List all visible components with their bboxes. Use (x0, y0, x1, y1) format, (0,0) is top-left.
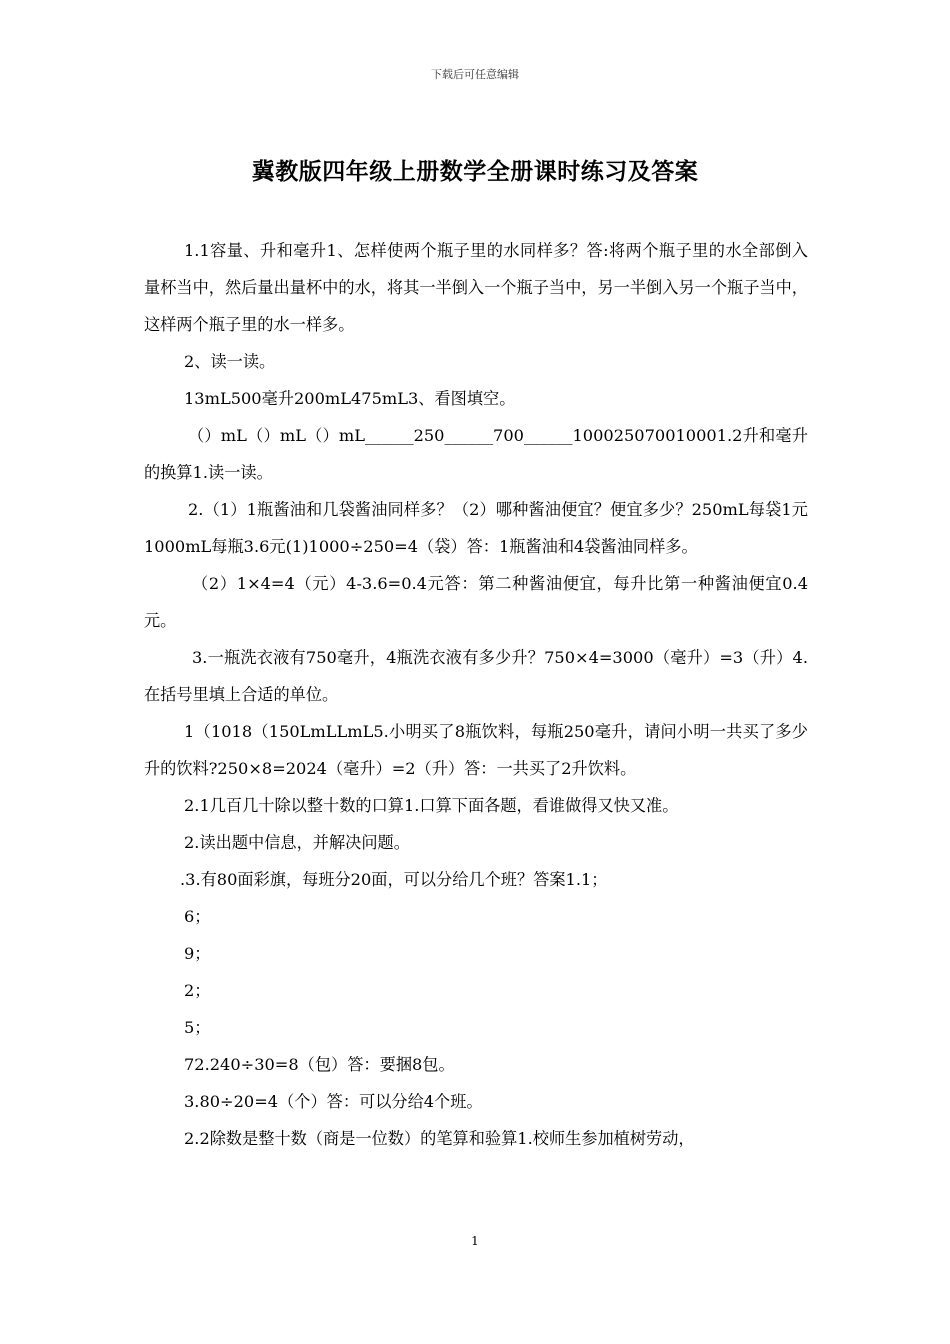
paragraph: （）mL（）mL（）mL______250______700______100025070010001.2升和毫升的换算1.读一读。 (144, 426, 808, 482)
header-note: 下载后可任意编辑 (431, 68, 519, 81)
paragraph: 2.读出题中信息，并解决问题。 (184, 833, 410, 852)
paragraph: .3.有80面彩旗，每班分20面，可以分给几个班？答案1.1； (180, 870, 608, 889)
paragraph: 1（1018（150LmLLmL5.小明买了8瓶饮料，每瓶250毫升，请问小明一共买了多少升的饮料?250×8=2024（毫升）=2（升）答：一共买了2升饮料。 (144, 722, 808, 778)
paragraph: 3.80÷20=4（个）答：可以分给4个班。 (184, 1092, 483, 1111)
paragraph: （2）1×4=4（元）4-3.6=0.4元答：第二种酱油便宜，每升比第一种酱油便宜0.4元。 (144, 574, 808, 630)
paragraph: 5； (184, 1018, 211, 1037)
paragraph: 1.1容量、升和毫升1、怎样使两个瓶子里的水同样多？答:将两个瓶子里的水全部倒入量杯当中，然后量出量杯中的水，将其一半倒入一个瓶子当中，另一半倒入另一个瓶子当中，这样两个瓶子里的水一样多。 (144, 241, 808, 334)
paragraph: 6； (184, 907, 211, 926)
paragraph: 2.（1）1瓶酱油和几袋酱油同样多？（2）哪种酱油便宜？便宜多少？250mL每袋1元1000mL每瓶3.6元(1)1000÷250=4（袋）答：1瓶酱油和4袋酱油同样多。 (144, 500, 808, 556)
page-number: 1 (471, 1234, 479, 1248)
paragraph: 2.2除数是整十数（商是一位数）的笔算和验算1.校师生参加植树劳动， (184, 1129, 695, 1148)
paragraph: 2、读一读。 (184, 352, 276, 371)
paragraph: 9； (184, 944, 211, 963)
paragraph: 2； (184, 981, 211, 1000)
document-body (144, 232, 808, 1157)
paragraph: 2.1几百几十除以整十数的口算1.口算下面各题，看谁做得又快又准。 (184, 796, 679, 815)
paragraph: 3.一瓶洗衣液有750毫升，4瓶洗衣液有多少升？750×4=3000（毫升）=3（升）4.在括号里填上合适的单位。 (144, 648, 808, 704)
paragraph: 13mL500毫升200mL475mL3、看图填空。 (184, 389, 516, 408)
paragraph: 72.240÷30=8（包）答：要捆8包。 (184, 1055, 455, 1074)
document-title: 冀教版四年级上册数学全册课时练习及答案 (251, 158, 699, 185)
